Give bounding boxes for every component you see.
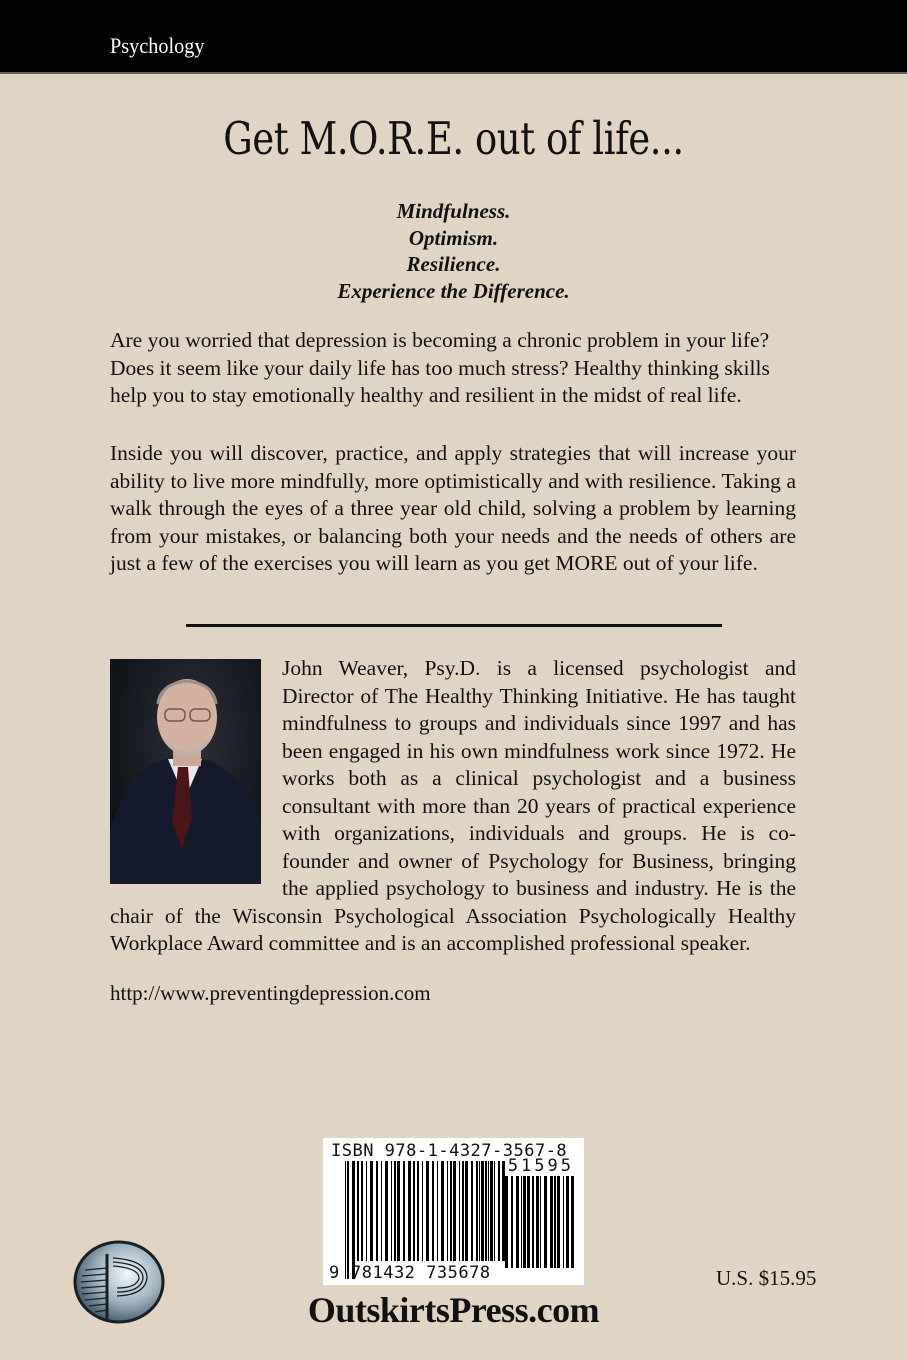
barcode-bar [417,1161,419,1261]
barcode-bar [422,1161,423,1261]
barcode-bar [447,1161,448,1261]
barcode-bar [511,1176,513,1268]
barcode-bar [413,1161,415,1261]
barcode-bar [516,1176,519,1268]
barcode-bar [408,1161,411,1261]
book-headline: Get M.O.R.E. out of life... [223,112,684,165]
barcode-lead-digit: 9 [329,1263,340,1283]
barcode-bar [465,1161,468,1261]
barcode-bar [521,1176,522,1268]
barcode-bar [366,1161,367,1261]
barcode-bar [432,1161,434,1261]
barcode-bar [527,1176,530,1268]
barcode-bar [437,1161,438,1261]
barcode-bar [462,1161,464,1261]
barcode-bar [453,1161,456,1261]
barcode-bar [540,1176,541,1268]
author-portrait-illustration [110,659,261,884]
barcode-bar [441,1161,444,1261]
barcode-bar [370,1161,373,1261]
barcode-bar [494,1161,495,1261]
barcode-bar [563,1176,564,1268]
barcode-bar [566,1176,569,1268]
barcode-bars-main [345,1161,505,1279]
barcode-bar [523,1176,526,1268]
barcode-bar [347,1161,349,1279]
barcode-bar [544,1176,547,1268]
barcode-bar [394,1161,396,1261]
publisher-name: OutskirtsPress.com [307,1290,600,1330]
author-bio: John Weaver, Psy.D. is a licensed psychologist and Director of The Healthy Thinking Initiative. He has taught mindfulness to groups and individuals since 1997 and has been engaged in his own mindfulness work since 1972. He works both as a clinical psychologist and a business consultant with more than 20 years of practical experience with organizations, individuals and groups. He is co-founder and owner of Psychology for Business, bringing the applied psychology to business and industry. He is the chair of the Wisconsin Psychological Association Psychologically Healthy Workplace Award committee and is an accomplished professional speaker. [110,656,796,955]
barcode-bar [361,1161,363,1261]
barcode-bar [481,1161,484,1261]
barcode-bar [426,1161,429,1261]
barcode-bar [391,1161,392,1261]
barcode-bar [557,1176,560,1268]
barcode-bar [352,1161,355,1279]
isbn-label: ISBN 978-1-4327-3567-8 [331,1141,568,1161]
barcode-bar [357,1161,359,1261]
description-paragraph-2: Inside you will discover, practice, and apply strategies that will increase your ability to live more mindfully, more optimistically and with resilience. Taking a walk through the eyes of a three year old child, solving a problem by learning from your mistakes, or balancing both your needs and the needs of others are just a few of the exercises you will learn as you get MORE out of your life. [110,441,796,575]
barcode-bar [385,1161,388,1261]
barcode-bar [403,1161,405,1261]
barcode-bar [550,1176,553,1268]
barcode-bar [397,1161,400,1261]
taglines [0,198,907,304]
barcode-price-code: 51595 [507,1156,574,1176]
tagline-resilience: Resilience. [406,252,501,276]
barcode-bar [476,1161,478,1261]
barcode-bar [498,1161,500,1261]
barcode-bar [505,1176,508,1268]
barcode-bar [479,1161,480,1261]
barcode-bar [536,1176,539,1268]
price-label: U.S. $15.95 [716,1266,817,1290]
section-divider [186,624,722,627]
category-label: Psychology [110,33,205,58]
isbn-barcode [323,1138,584,1285]
barcode-bar [376,1161,378,1261]
barcode-bar [532,1176,534,1268]
barcode-bar [490,1161,493,1261]
description-paragraph-1: Are you worried that depression is becoming a chronic problem in your life? Does it seem like your daily life has too much stress? Healthy thinking skills help you to stay emotionally healthy and resilient in the midst of real life. [110,328,770,407]
barcode-bar [450,1161,452,1261]
tagline-optimism: Optimism. [408,225,499,250]
barcode-bar [381,1161,382,1261]
barcode-bar [488,1161,489,1261]
barcode-bar [485,1161,487,1261]
barcode-bar [554,1176,556,1268]
barcode-bar [459,1161,460,1261]
barcode-bar [345,1161,346,1279]
tagline-experience: Experience the Difference. [337,278,570,303]
top-banner [0,0,907,74]
barcode-bar [571,1176,574,1268]
barcode-digits: 781432 735678 [351,1263,491,1283]
tagline-mindfulness: Mindfulness. [396,199,511,223]
barcode-bar [471,1161,473,1261]
barcode-bars-addon [505,1176,579,1268]
website-link[interactable]: http://www.preventingdepression.com [110,981,431,1005]
author-photo [110,659,261,884]
